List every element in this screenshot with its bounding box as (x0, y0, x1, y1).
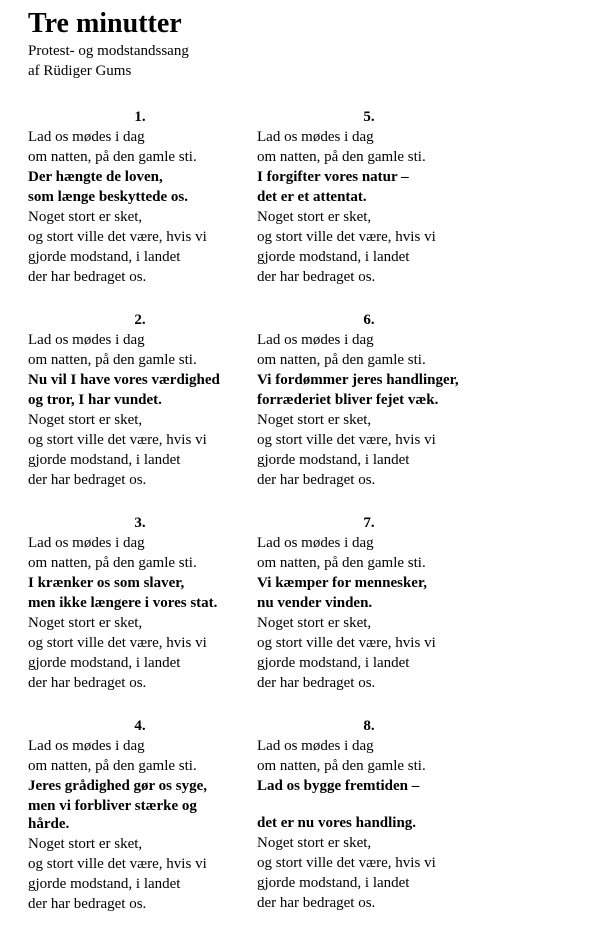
verse-bold-line: Nu vil I have vores værdighed (28, 372, 220, 388)
verse-line: Lad os mødes i dag (28, 129, 145, 145)
song-subtitle (28, 41, 588, 81)
refrain-line: gjorde modstand, i landet (28, 655, 181, 671)
verse-bold-line: som længe beskyttede os. (28, 189, 188, 205)
refrain-line: og stort ville det være, hvis vi (257, 229, 436, 245)
refrain-line: gjorde modstand, i landet (28, 249, 181, 265)
verse-number: 7. (363, 515, 375, 531)
verse-number: 6. (363, 312, 375, 328)
verse-3 (28, 513, 248, 693)
refrain-line: der har bedraget os. (28, 472, 147, 488)
song-page (28, 0, 588, 912)
verse-number: 2. (134, 312, 146, 328)
verse-bold-line: Vi kæmper for mennesker, (257, 575, 427, 591)
refrain-line: der har bedraget os. (257, 472, 376, 488)
verse-bold-line: forræderiet bliver fejet væk. (257, 392, 439, 408)
refrain-line: der har bedraget os. (257, 269, 376, 285)
verse-line: om natten, på den gamle sti. (28, 758, 197, 774)
refrain-line: og stort ville det være, hvis vi (28, 432, 207, 448)
refrain-line: og stort ville det være, hvis vi (28, 229, 207, 245)
verse-bold-line: det er nu vores handling. (257, 815, 417, 831)
verse-6 (257, 310, 477, 490)
refrain-line: Noget stort er sket, (28, 412, 143, 428)
refrain-line: der har bedraget os. (28, 675, 147, 691)
verse-bold-line: men vi forbliver stærke og hårde. (28, 798, 197, 832)
refrain-line: der har bedraget os. (28, 896, 147, 912)
refrain-line: gjorde modstand, i landet (257, 249, 410, 265)
refrain-line: og stort ville det være, hvis vi (257, 432, 436, 448)
verse-line: om natten, på den gamle sti. (257, 352, 426, 368)
verse-1 (28, 107, 248, 287)
verse-number: 8. (363, 718, 375, 734)
refrain-line: der har bedraget os. (257, 895, 376, 911)
refrain-line: Noget stort er sket, (257, 835, 372, 851)
verse-line: Lad os mødes i dag (257, 332, 374, 348)
verse-bold-line: Vi fordømmer jeres handlinger, (257, 372, 459, 388)
verse-line: om natten, på den gamle sti. (28, 352, 197, 368)
refrain-line: gjorde modstand, i landet (257, 655, 410, 671)
refrain-line: og stort ville det være, hvis vi (28, 856, 207, 872)
refrain-line: gjorde modstand, i landet (257, 875, 410, 891)
verse-bold-line: Lad os bygge fremtiden – (257, 778, 420, 794)
verse-line: Lad os mødes i dag (28, 535, 145, 551)
verse-bold-line: og tror, I har vundet. (28, 392, 162, 408)
verse-bold-line: Jeres grådighed gør os syge, (28, 778, 208, 794)
verse-line: om natten, på den gamle sti. (28, 555, 197, 571)
verse-5 (257, 107, 477, 287)
refrain-line: Noget stort er sket, (28, 615, 143, 631)
verse-7 (257, 513, 477, 693)
verse-8 (257, 716, 477, 913)
refrain-line: og stort ville det være, hvis vi (257, 855, 436, 871)
verse-line: om natten, på den gamle sti. (28, 149, 197, 165)
verse-bold-line: nu vender vinden. (257, 595, 373, 611)
refrain-line: Noget stort er sket, (257, 209, 372, 225)
verse-line: Lad os mødes i dag (28, 332, 145, 348)
verse-line: om natten, på den gamle sti. (257, 149, 426, 165)
verse-bold-line: I forgifter vores natur – (257, 169, 409, 185)
refrain-line: Noget stort er sket, (28, 836, 143, 852)
verse-number: 4. (134, 718, 146, 734)
refrain-line: gjorde modstand, i landet (28, 452, 181, 468)
verse-line: Lad os mødes i dag (257, 738, 374, 754)
refrain-line: Noget stort er sket, (257, 615, 372, 631)
verse-line: Lad os mødes i dag (257, 535, 374, 551)
verse-2 (28, 310, 248, 490)
refrain-line: og stort ville det være, hvis vi (257, 635, 436, 651)
verse-bold-line: Der hængte de loven, (28, 169, 163, 185)
song-title: Tre minutter (28, 8, 182, 39)
subtitle-line-1: Protest- og modstandssang (28, 43, 189, 59)
verse-bold-line: det er et attentat. (257, 189, 367, 205)
verse-4 (28, 716, 248, 914)
refrain-line: gjorde modstand, i landet (28, 876, 181, 892)
refrain-line: og stort ville det være, hvis vi (28, 635, 207, 651)
refrain-line: gjorde modstand, i landet (257, 452, 410, 468)
verse-line: Lad os mødes i dag (28, 738, 145, 754)
verse-spacer (257, 796, 477, 813)
verse-line: Lad os mødes i dag (257, 129, 374, 145)
refrain-line: Noget stort er sket, (28, 209, 143, 225)
subtitle-line-2: af Rüdiger Gums (28, 63, 132, 79)
refrain-line: der har bedraget os. (257, 675, 376, 691)
refrain-line: Noget stort er sket, (257, 412, 372, 428)
verse-number: 5. (363, 109, 375, 125)
verse-number: 1. (134, 109, 146, 125)
verse-line: om natten, på den gamle sti. (257, 758, 426, 774)
verse-bold-line: I krænker os som slaver, (28, 575, 185, 591)
verse-number: 3. (134, 515, 146, 531)
verse-bold-line: men ikke længere i vores stat. (28, 595, 218, 611)
verse-line: om natten, på den gamle sti. (257, 555, 426, 571)
refrain-line: der har bedraget os. (28, 269, 147, 285)
